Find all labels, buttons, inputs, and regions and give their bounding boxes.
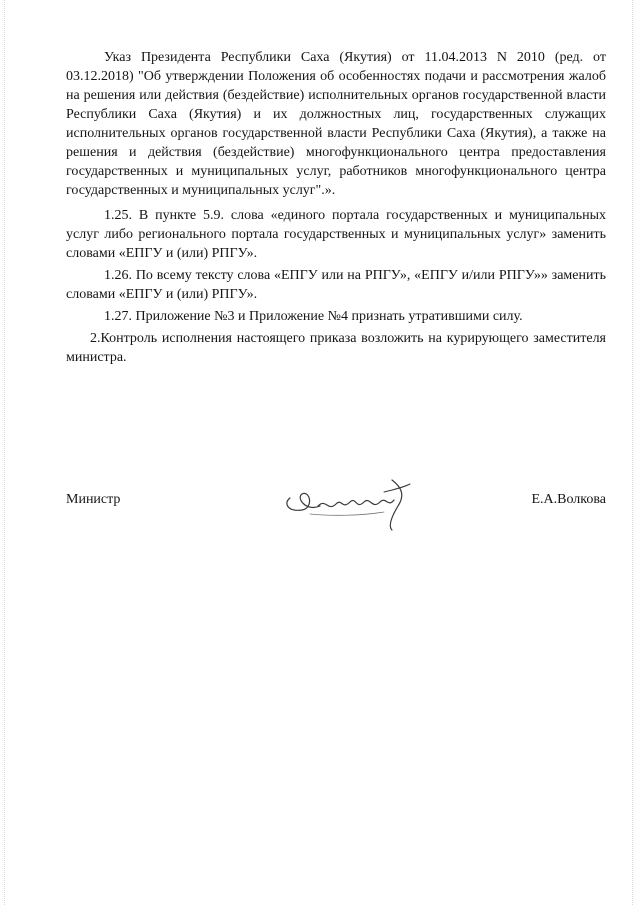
paragraph-decree-reference: Указ Президента Республики Саха (Якутия) от 11.04.2013 N 2010 (ред. от 03.12.2018) "Об утверждении Положения об особенностях подачи и рассмотрения жалоб на решения или действия (бездействие) исполнительных органов государственной власти Республики Саха (Якутия) и их должностных лиц, государственных служащих исполнительных органов государственной власти Республики Саха (Якутия), а также на решения и действия (бездействие) многофункционального центра предоставления государственных и муниципальных услуг, работников многофункционального центра государственных и муниципальных услуг".». xyxy=(66,50,606,198)
paragraph-item-1-26: 1.26. По всему тексту слова «ЕПГУ или на РПГУ», «ЕПГУ и/или РПГУ»» заменить словами «ЕПГУ и (или) РПГУ». xyxy=(66,268,606,302)
handwritten-signature-icon xyxy=(280,472,416,532)
document-body xyxy=(66,48,606,367)
signatory-name: Е.А.Волкова xyxy=(531,492,606,507)
paragraph-item-2-control: 2.Контроль исполнения настоящего приказа возложить на курирующего заместителя министра. xyxy=(66,331,606,365)
signatory-position: Министр xyxy=(66,492,121,507)
paragraph-item-1-27: 1.27. Приложение №3 и Приложение №4 признать утратившими силу. xyxy=(104,309,523,324)
scan-edge-left xyxy=(4,0,6,905)
paragraph-item-1-25: 1.25. В пункте 5.9. слова «единого портала государственных и муниципальных услуг либо регионального портала государственных и муниципальных услуг» заменить словами «ЕПГУ и (или) РПГУ». xyxy=(66,208,606,261)
scan-edge-right xyxy=(632,0,634,905)
signature-block xyxy=(66,480,606,540)
